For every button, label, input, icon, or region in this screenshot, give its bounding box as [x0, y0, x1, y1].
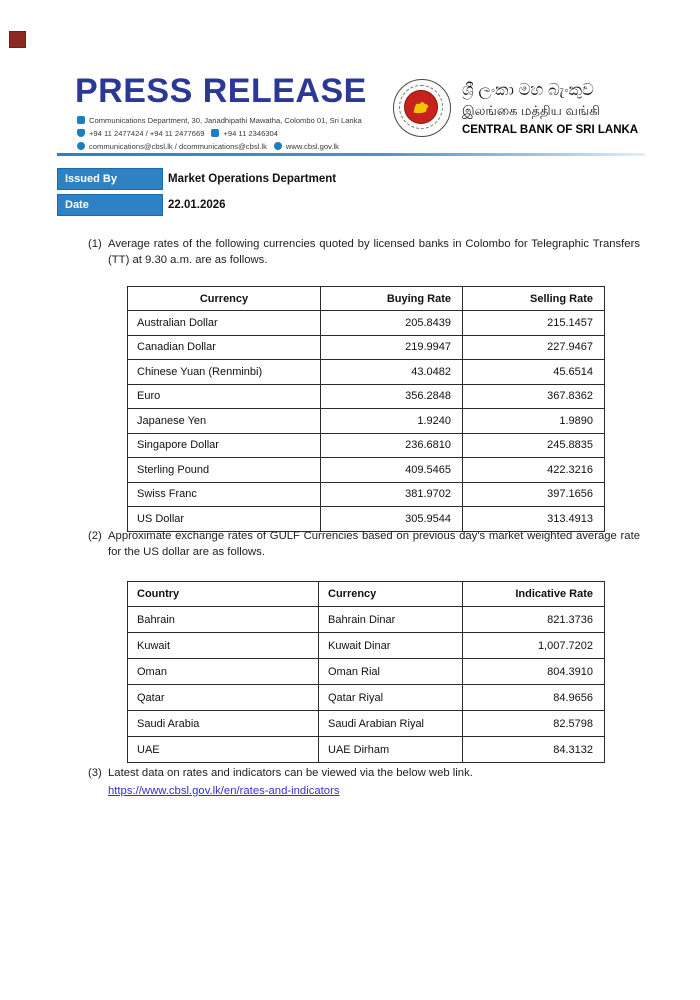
table-cell: 45.6514: [463, 360, 605, 385]
table-cell: Sterling Pound: [128, 458, 321, 483]
column-header: Currency: [128, 287, 321, 311]
table-cell: Chinese Yuan (Renminbi): [128, 360, 321, 385]
table-cell: Canadian Dollar: [128, 335, 321, 360]
table-cell: Oman: [128, 659, 319, 685]
table-cell: 1,007.7202: [463, 633, 605, 659]
table-cell: Kuwait Dinar: [319, 633, 463, 659]
table-cell: 215.1457: [463, 311, 605, 336]
table-cell: Japanese Yen: [128, 409, 321, 434]
table-cell: Kuwait: [128, 633, 319, 659]
bank-name-block: [462, 79, 647, 138]
table-cell: 422.3216: [463, 458, 605, 483]
table-cell: 804.3910: [463, 659, 605, 685]
table-cell: 1.9240: [321, 409, 463, 434]
tt-rates-table: [127, 286, 605, 532]
section-1-text: Average rates of the following currencies quoted by licensed banks in Colombo for Telegraphic Transfers (TT) at 9.30 a.m. are as follows.: [108, 238, 640, 266]
globe-icon: [77, 142, 85, 150]
section-3-number: (3): [88, 767, 102, 779]
table-cell: 245.8835: [463, 433, 605, 458]
section-2: [88, 529, 640, 560]
contact-website: www.cbsl.gov.lk: [285, 142, 339, 151]
contact-line-phones: [77, 127, 362, 140]
table-cell: Oman Rial: [319, 659, 463, 685]
logo-lion-emblem: [404, 90, 438, 124]
table-row: [128, 433, 605, 458]
header-divider: [57, 153, 645, 156]
table-cell: 236.6810: [321, 433, 463, 458]
table-cell: 305.9544: [321, 507, 463, 532]
table-cell: Singapore Dollar: [128, 433, 321, 458]
date-value: 22.01.2026: [168, 199, 226, 211]
table-cell: US Dollar: [128, 507, 321, 532]
table-row: [128, 711, 605, 737]
table-cell: 219.9947: [321, 335, 463, 360]
table-cell: 43.0482: [321, 360, 463, 385]
section-3-text: Latest data on rates and indicators can be viewed via the below web link.: [108, 767, 473, 779]
contact-phones: +94 11 2477424 / +94 11 2477669: [89, 129, 205, 138]
column-header: Country: [128, 582, 319, 607]
fax-icon: [211, 129, 219, 137]
rates-indicators-link[interactable]: https://www.cbsl.gov.lk/en/rates-and-indicators: [108, 784, 340, 797]
table-cell: Qatar: [128, 685, 319, 711]
table-cell: Swiss Franc: [128, 482, 321, 507]
globe-icon: [274, 142, 282, 150]
table-cell: 227.9467: [463, 335, 605, 360]
bank-name-tamil: இலங்கை மத்திய வங்கி: [462, 103, 600, 118]
press-release-title: PRESS RELEASE: [75, 72, 367, 110]
table-header-row: [128, 582, 605, 607]
cbsl-logo: [393, 79, 451, 137]
section-3-body: [108, 766, 640, 799]
contact-fax: +94 11 2346304: [223, 129, 278, 138]
table-cell: Qatar Riyal: [319, 685, 463, 711]
table-cell: 84.3132: [463, 737, 605, 763]
section-2-text: Approximate exchange rates of GULF Currencies based on previous day's market weighted average rate for the US dollar are as follows.: [108, 530, 640, 558]
lion-icon: [411, 99, 431, 116]
table-cell: 397.1656: [463, 482, 605, 507]
table-row: [128, 507, 605, 532]
gulf-rates-table: [127, 581, 605, 763]
bank-name-english: CENTRAL BANK OF SRI LANKA: [462, 124, 639, 136]
section-1: [88, 237, 640, 268]
table-cell: Australian Dollar: [128, 311, 321, 336]
table-row: [128, 685, 605, 711]
issued-by-label: Issued By: [57, 168, 163, 190]
table-row: [128, 607, 605, 633]
contact-line-web: [77, 140, 362, 153]
contact-line-address: [77, 114, 362, 127]
table-row: [128, 360, 605, 385]
column-header: Indicative Rate: [463, 582, 605, 607]
section-1-number: (1): [88, 238, 102, 250]
table-cell: 821.3736: [463, 607, 605, 633]
column-header: Buying Rate: [321, 287, 463, 311]
table-cell: UAE Dirham: [319, 737, 463, 763]
phone-icon: [77, 129, 85, 137]
table-row: [128, 335, 605, 360]
section-3: [88, 766, 640, 799]
table-cell: 313.4913: [463, 507, 605, 532]
bank-name-sinhala: ශ්‍රී ලංකා මහ බැංකුව: [462, 81, 594, 99]
table-cell: 356.2848: [321, 384, 463, 409]
table-row: [128, 458, 605, 483]
table-cell: 409.5465: [321, 458, 463, 483]
column-header: Currency: [319, 582, 463, 607]
table-row: [128, 384, 605, 409]
table-cell: 367.8362: [463, 384, 605, 409]
table-cell: 381.9702: [321, 482, 463, 507]
table-cell: Bahrain: [128, 607, 319, 633]
table-row: [128, 409, 605, 434]
table-row: [128, 311, 605, 336]
table-cell: 1.9890: [463, 409, 605, 434]
table-cell: UAE: [128, 737, 319, 763]
table-cell: Euro: [128, 384, 321, 409]
envelope-icon: [77, 116, 85, 124]
table-row: [128, 482, 605, 507]
date-label: Date: [57, 194, 163, 216]
table-row: [128, 737, 605, 763]
table-cell: Saudi Arabia: [128, 711, 319, 737]
contact-address: Communications Department, 30, Janadhipathi Mawatha, Colombo 01, Sri Lanka: [89, 116, 362, 125]
table-cell: Bahrain Dinar: [319, 607, 463, 633]
corner-red-mark: [9, 31, 26, 48]
contact-block: [77, 114, 362, 153]
table-cell: 82.5798: [463, 711, 605, 737]
column-header: Selling Rate: [463, 287, 605, 311]
table-row: [128, 633, 605, 659]
section-2-number: (2): [88, 530, 102, 542]
issued-by-value: Market Operations Department: [168, 173, 337, 185]
table-cell: 84.9656: [463, 685, 605, 711]
contact-emails: communications@cbsl.lk / dcommunications@cbsl.lk: [89, 142, 267, 151]
table-cell: 205.8439: [321, 311, 463, 336]
table-cell: Saudi Arabian Riyal: [319, 711, 463, 737]
table-row: [128, 659, 605, 685]
table-header-row: [128, 287, 605, 311]
